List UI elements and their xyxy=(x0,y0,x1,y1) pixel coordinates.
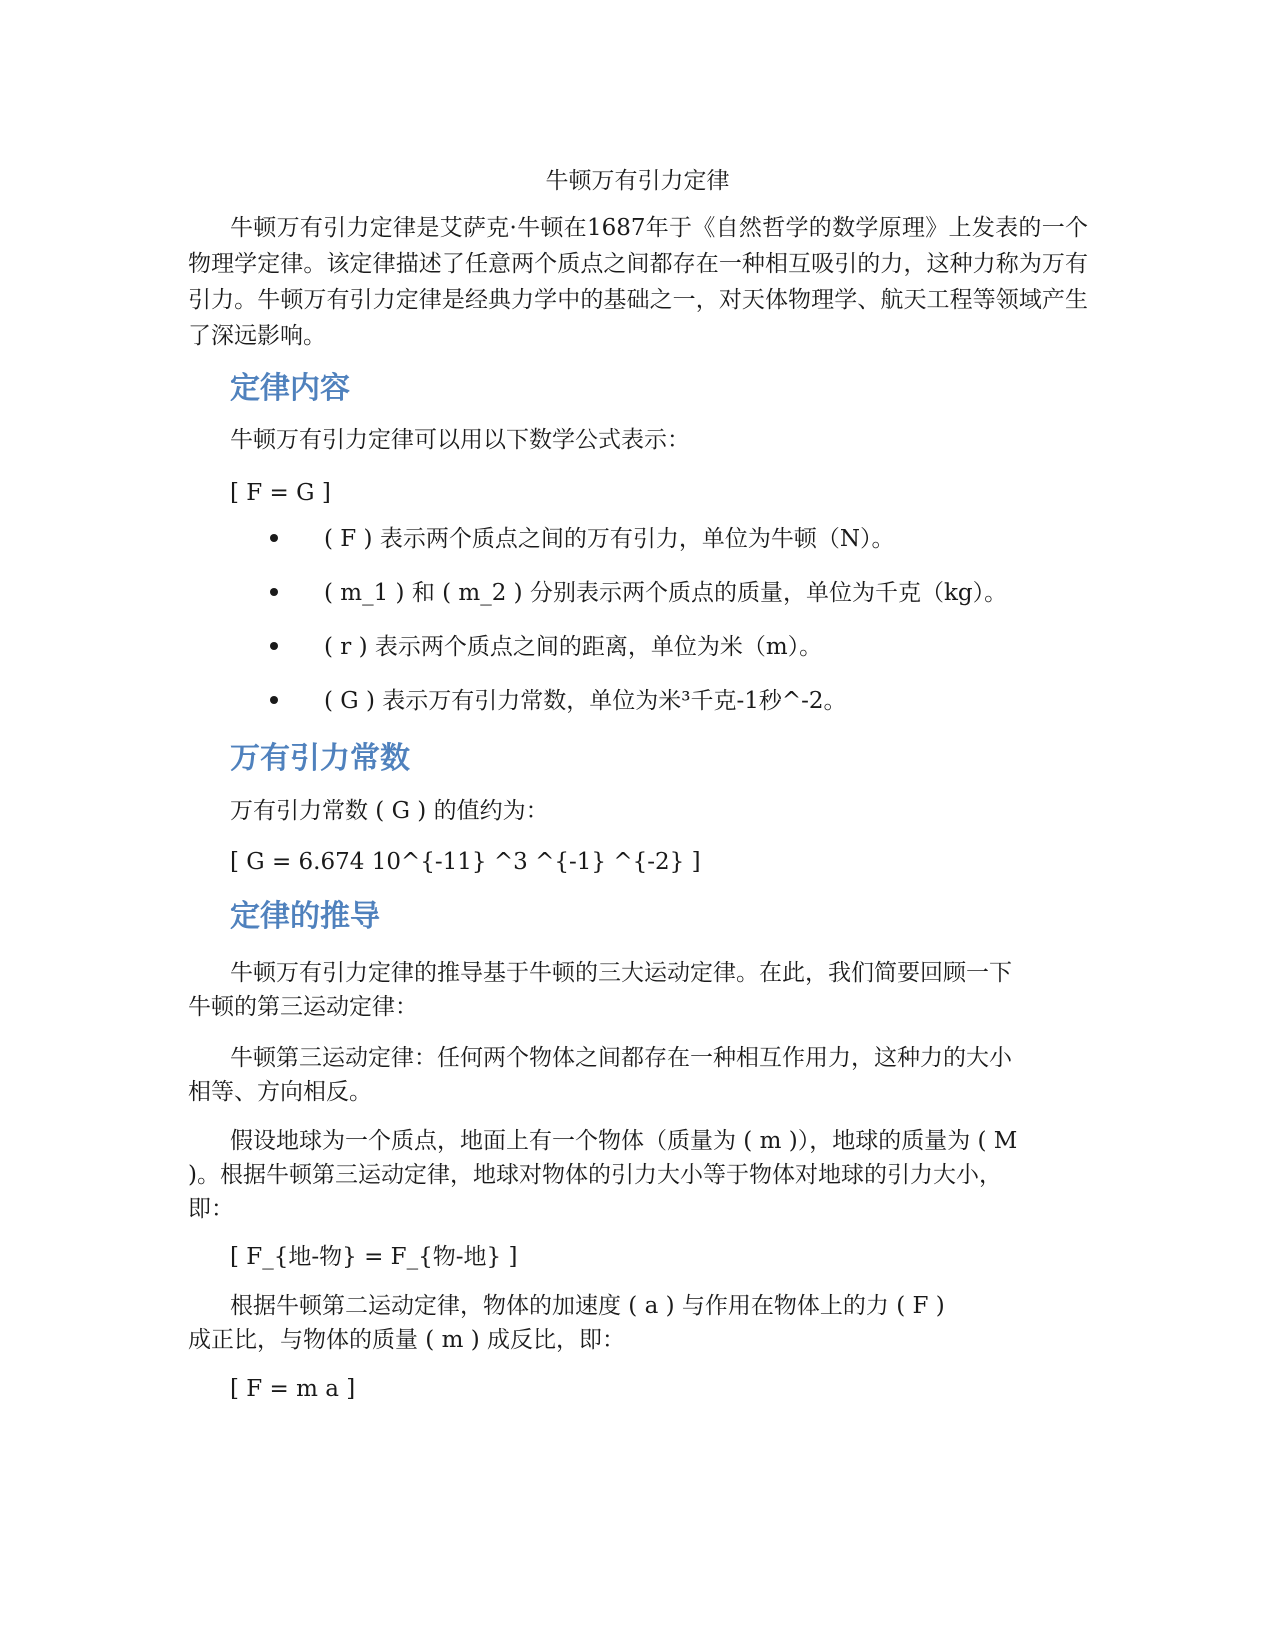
derivation-p3-line2: )。根据牛顿第三运动定律，地球对物体的引力大小等于物体对地球的引力大小， xyxy=(188,1162,1002,1188)
bullet-dot-icon xyxy=(270,534,278,542)
bullet-item-mass xyxy=(270,578,1007,608)
bullet-text: ( r ) 表示两个质点之间的距离，单位为米（m）。 xyxy=(324,634,823,660)
derivation-p2-line1: 牛顿第三运动定律：任何两个物体之间都存在一种相互作用力，这种力的大小 xyxy=(230,1045,1012,1071)
derivation-p3-line1: 假设地球为一个质点，地面上有一个物体（质量为 ( m )），地球的质量为 ( M xyxy=(230,1128,1018,1154)
bullet-dot-icon xyxy=(270,588,278,596)
law-content-lead: 牛顿万有引力定律可以用以下数学公式表示： xyxy=(230,427,690,453)
intro-paragraph: 牛顿万有引力定律是艾萨克·牛顿在1687年于《自然哲学的数学原理》上发表的一个物理学定律。该定律描述了任意两个质点之间都存在一种相互吸引的力，这种力称为万有引力。牛顿万有引力定律是经典力学中的基础之一，对天体物理学、航天工程等领域产生了深远影响。 xyxy=(188,215,1088,349)
derivation-p1-line2: 牛顿的第三运动定律： xyxy=(188,994,418,1020)
bullet-text: ( G ) 表示万有引力常数，单位为米³千克-1秒^-2。 xyxy=(324,688,847,714)
document-title: 牛顿万有引力定律 xyxy=(545,168,730,194)
derivation-p3-line3: 即： xyxy=(188,1196,234,1222)
bullet-text: ( F ) 表示两个质点之间的万有引力，单位为牛顿（N）。 xyxy=(324,526,895,552)
derivation-p1-line1: 牛顿万有引力定律的推导基于牛顿的三大运动定律。在此，我们简要回顾一下 xyxy=(230,960,1012,986)
section-heading-gravitational-constant: 万有引力常数 xyxy=(230,741,410,776)
bullet-item-force xyxy=(270,524,894,554)
derivation-formula-newton-second: [ F = m a ] xyxy=(230,1376,356,1402)
derivation-formula-action-reaction: [ F_{地-物} = F_{物-地} ] xyxy=(230,1244,518,1270)
bullet-dot-icon xyxy=(270,696,278,704)
constant-formula: [ G = 6.674 10^{-11} ^3 ^{-1} ^{-2} ] xyxy=(230,849,701,875)
law-formula: [ F = G ] xyxy=(230,480,331,506)
bullet-dot-icon xyxy=(270,642,278,650)
section-heading-derivation: 定律的推导 xyxy=(230,899,380,934)
derivation-p4-line2: 成正比，与物体的质量 ( m ) 成反比，即： xyxy=(188,1327,625,1353)
section-heading-law-content: 定律内容 xyxy=(230,371,350,406)
derivation-p4-line1: 根据牛顿第二运动定律，物体的加速度 ( a ) 与作用在物体上的力 ( F ) xyxy=(230,1293,945,1319)
bullet-item-distance xyxy=(270,632,822,662)
constant-lead: 万有引力常数 ( G ) 的值约为： xyxy=(230,798,549,824)
bullet-item-constant xyxy=(270,686,847,716)
derivation-p2-line2: 相等、方向相反。 xyxy=(188,1079,372,1105)
bullet-text: ( m_1 ) 和 ( m_2 ) 分别表示两个质点的质量，单位为千克（kg）。 xyxy=(324,580,1008,606)
